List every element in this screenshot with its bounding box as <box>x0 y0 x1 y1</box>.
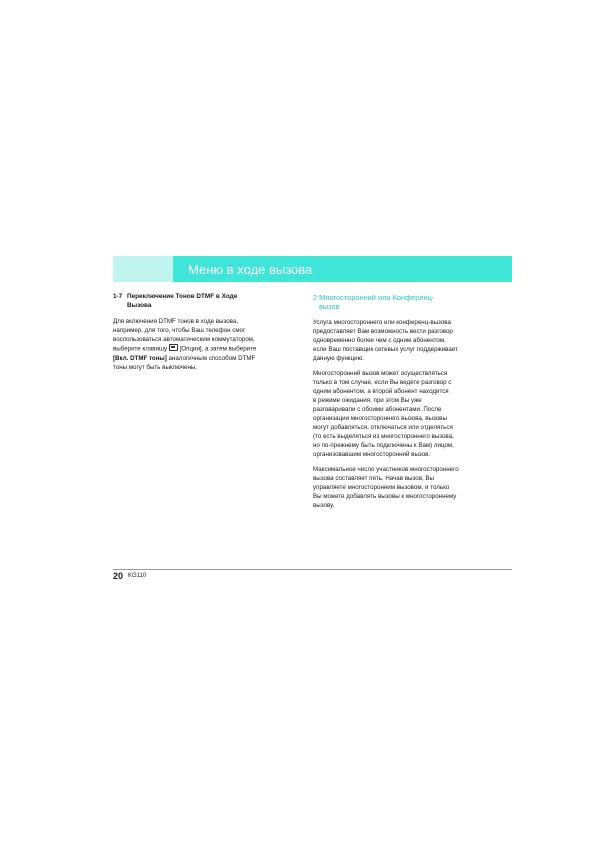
right-section-title <box>313 293 500 311</box>
paragraph-line: но по-прежнему быть подключены к Вам) лицом, <box>313 442 454 449</box>
right-paragraph-2 <box>313 369 500 459</box>
paragraph-line: управляете многосторонним вызовом, и только <box>313 484 450 491</box>
left-body-line: выберите клавишу <box>113 345 168 353</box>
paragraph-line: только в том случае, если Вы ведете разговор с <box>313 379 452 386</box>
left-body-line: тоны могут быть выключены. <box>113 363 198 371</box>
paragraph-line: организации многостороннего вызова, вызовы <box>313 415 447 422</box>
left-body-line: Для включения DTMF тонов в ходе вызова, <box>113 318 239 325</box>
section-header-band <box>113 256 512 282</box>
right-title-line-1: 2 Многосторонний или Конференц- <box>313 293 435 302</box>
left-section-title <box>113 292 289 310</box>
paragraph-line: предоставляет Вам возможность вести разговор <box>313 328 453 335</box>
paragraph-line: разговаривали с обоими абонентами. После <box>313 406 442 413</box>
paragraph-line: Максимальное число участников многостороннего <box>313 466 459 473</box>
footer-divider <box>113 569 512 570</box>
section-number: 1-7 <box>113 293 123 300</box>
right-paragraph-3 <box>313 465 500 510</box>
paragraph-line: могут добавляться, отключаться или отделяться <box>313 424 453 431</box>
paragraph-line: в режиме ожидания, при этом Вы уже <box>313 397 422 404</box>
dtmf-on-term: [Вкл. DTMF тоны] <box>113 354 167 362</box>
page-number: 20 <box>113 571 124 581</box>
header-accent-block <box>113 256 173 282</box>
left-title-line-2: Вызова <box>127 302 152 309</box>
paragraph-line: организовавшим многосторонний вызов. <box>313 451 431 458</box>
left-body-line: аналогичным способом DTMF <box>166 354 256 362</box>
right-column <box>313 293 500 516</box>
left-body-line: воспользоваться автоматическим коммутатором, <box>113 336 255 343</box>
left-body-line: [Опции], а затем выберите <box>177 345 257 353</box>
paragraph-line: одновременно более чем с одним абонентом, <box>313 337 446 344</box>
paragraph-line: Многосторонний вызов может осуществляться <box>313 370 448 377</box>
paragraph-line: Услуга многостороннего или конференц-вызова <box>313 319 451 326</box>
left-column <box>113 292 289 378</box>
paragraph-line: (то есть выделяться из многостороннего вызова, <box>313 433 454 440</box>
paragraph-line: если Ваш поставщик сетевых услуг поддерживает <box>313 346 458 353</box>
section-header-title: Меню в ходе вызова <box>188 262 313 277</box>
left-title-line-1: Переключение Тонов DTMF в Ходе <box>127 293 238 300</box>
model-name: KG110 <box>128 573 147 579</box>
paragraph-line: вызову. <box>313 502 335 509</box>
right-title-line-2: вызов <box>319 302 340 311</box>
paragraph-line: Вы можете добавлять вызовы к многостороннему <box>313 493 457 500</box>
right-paragraph-1 <box>313 318 500 363</box>
paragraph-line: вызова составляет пять. Начав вызов, Вы <box>313 475 435 482</box>
paragraph-line: данную функцию. <box>313 355 364 362</box>
paragraph-line: одним абонентом, а второй абонент находится <box>313 388 449 395</box>
menu-key-icon <box>169 344 178 351</box>
left-body-line: например, для того, чтобы Ваш телефон смог <box>113 327 246 334</box>
left-body-paragraph <box>113 317 289 372</box>
